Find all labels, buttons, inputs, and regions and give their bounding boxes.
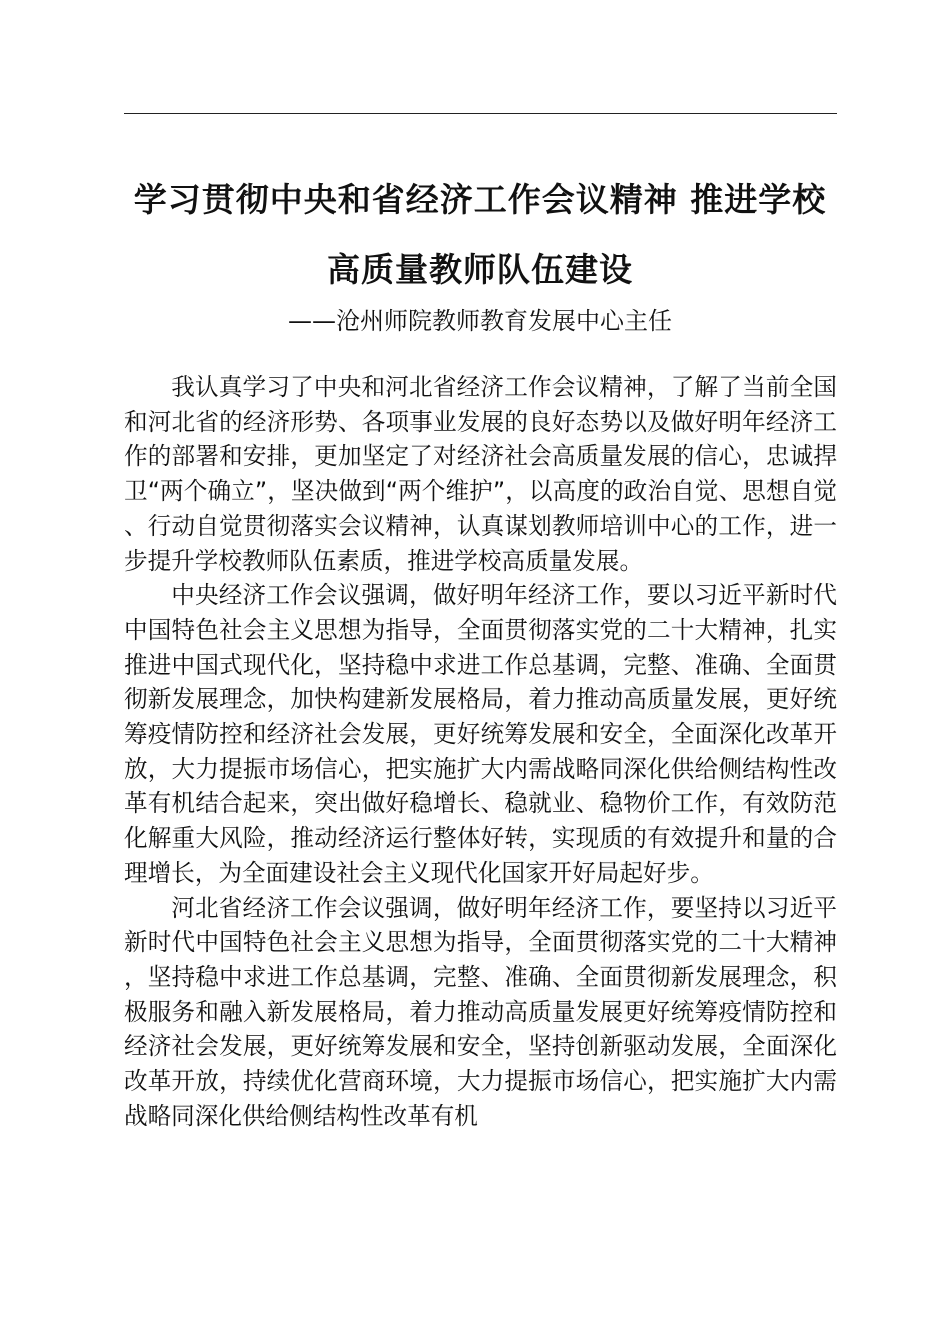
body-paragraph-1: 我认真学习了中央和河北省经济工作会议精神，了解了当前全国和河北省的经济形势、各项事业发展的良好态势以及做好明年经济工作的部署和安排，更加坚定了对经济社会高质量发展的信心，忠诚捍卫“两个确立”，坚决做到“两个维护”，以高度的政治自觉、思想自觉、行动自觉贯彻落实会议精神，认真谋划教师培训中心的工作，进一步提升学校教师队伍素质，推进学校高质量发展。 xyxy=(124,373,837,575)
document-title-line-2: 高质量教师队伍建设 xyxy=(327,250,633,289)
document-body xyxy=(124,370,837,1133)
header-rule xyxy=(124,113,837,114)
document-title-line-1: 学习贯彻中央和省经济工作会议精神 推进学校 xyxy=(133,180,827,219)
body-paragraph-2: 中央经济工作会议强调，做好明年经济工作，要以习近平新时代中国特色社会主义思想为指导，全面贯彻落实党的二十大精神，扎实推进中国式现代化，坚持稳中求进工作总基调，完整、准确、全面贯彻新发展理念，加快构建新发展格局，着力推动高质量发展，更好统筹疫情防控和经济社会发展，更好统筹发展和安全，全面深化改革开放，大力提振市场信心，把实施扩大内需战略同深化供给侧结构性改革有机结合起来，突出做好稳增长、稳就业、稳物价工作，有效防范化解重大风险，推动经济运行整体好转，实现质的有效提升和量的合理增长，为全面建设社会主义现代化国家开好局起好步。 xyxy=(124,581,837,887)
document-subtitle: ——沧州师院教师教育发展中心主任 xyxy=(288,307,672,335)
body-paragraph-3: 河北省经济工作会议强调，做好明年经济工作，要坚持以习近平新时代中国特色社会主义思想为指导，全面贯彻落实党的二十大精神，坚持稳中求进工作总基调，完整、准确、全面贯彻新发展理念，积极服务和融入新发展格局，着力推动高质量发展更好统筹疫情防控和经济社会发展，更好统筹发展和安全，坚持创新驱动发展，全面深化改革开放，持续优化营商环境，大力提振市场信心，把实施扩大内需战略同深化供给侧结构性改革有机 xyxy=(124,893,837,1130)
